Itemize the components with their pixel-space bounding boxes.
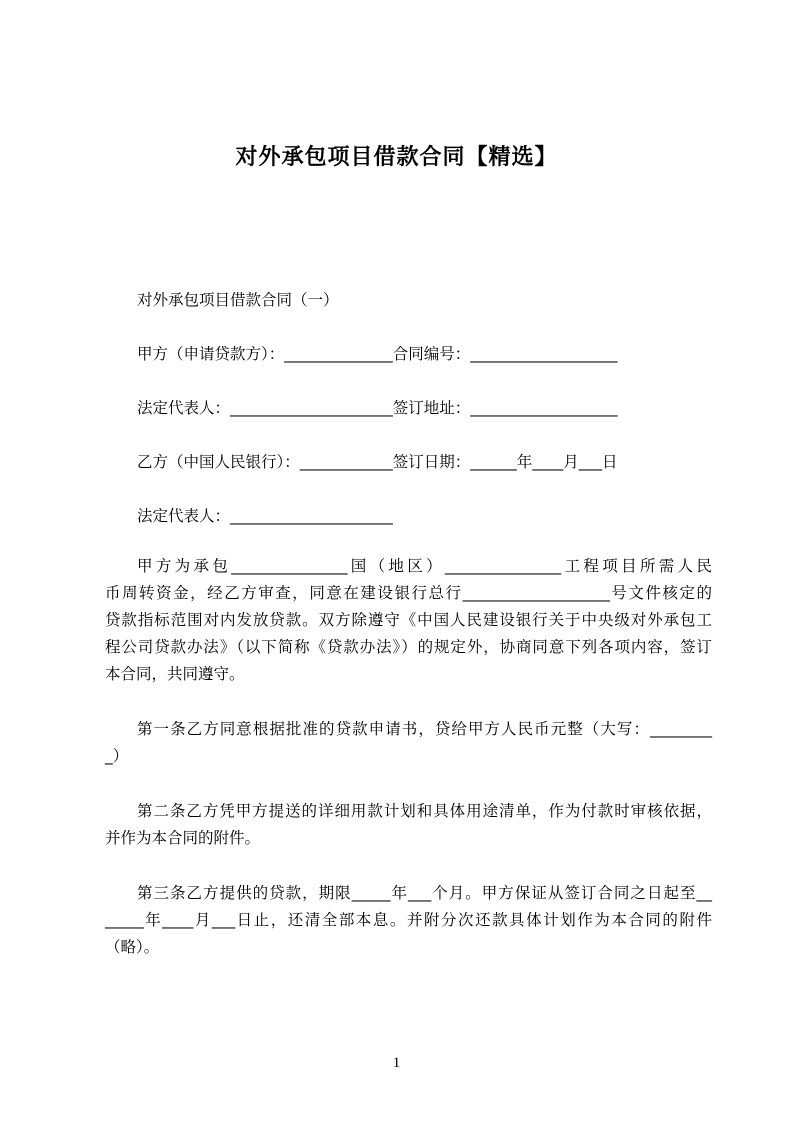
party-b-field: 乙方（中国人民银行）：____________签订日期：______年____月___日 [137,453,618,471]
text-line: _____年____月___日止，还清全部本息。并附分次还款具体计划作为本合同的附件 [105,911,712,929]
text-line: 币周转资金，经乙方审查，同意在建设银行总行___________________号文件核定的 [105,584,712,602]
text-line: 甲方为承包_______________国（地区）_______________工程项目所需人民 [137,557,712,575]
page-number: 1 [392,1055,401,1071]
text-line: 第一条乙方同意根据批准的贷款申请书，贷给甲方人民币元整（大写：________ [137,720,712,738]
party-b-representative-field: 法定代表人：_____________________ [137,507,393,525]
text-line: 第三条乙方提供的贷款，期限_____年___个月。甲方保证从签订合同之日起至__ [137,884,712,902]
text-line: 贷款指标范围对内发放贷款。双方除遵守《中国人民建设银行关于中央级对外承包工 [105,611,712,629]
text-line: 并作为本合同的附件。 [105,829,261,847]
text-line: 本合同，共同遵守。 [105,665,245,683]
text-line: 第二条乙方凭甲方提送的详细用款计划和具体用途清单，作为付款时审核依据， [137,802,712,820]
text-line: （略）。 [105,938,160,956]
document-title: 对外承包项目借款合同【精选】 [235,145,558,170]
text-line: 程公司贷款办法》（以下简称《贷款办法》）的规定外，协商同意下列各项内容，签订 [105,638,712,656]
contract-heading: 对外承包项目借款合同（一） [137,291,339,309]
party-a-representative-field: 法定代表人：_____________________签订地址：___________________ [137,399,618,417]
text-line: _） [105,747,129,765]
party-a-field: 甲方（申请贷款方）：______________合同编号：___________________ [137,345,618,363]
